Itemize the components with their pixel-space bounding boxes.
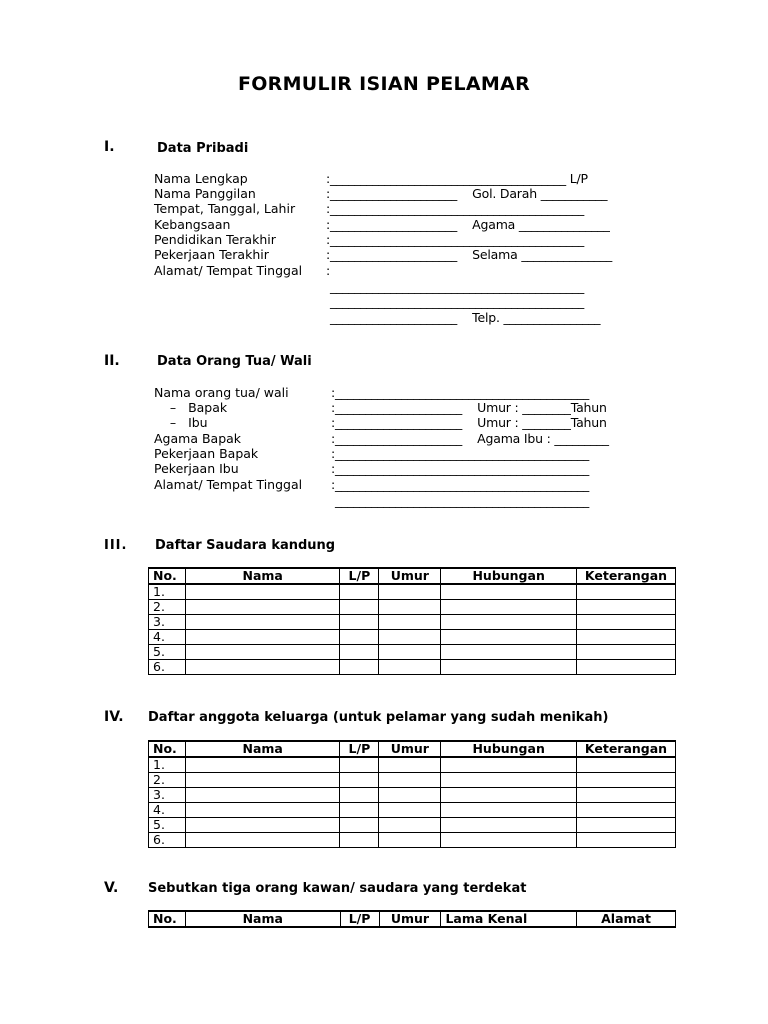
- table-header-row: [149, 911, 676, 927]
- phone-line[interactable]: _____________________ Telp. ________________: [330, 310, 601, 325]
- column-header: Hubungan: [441, 568, 577, 584]
- field-line[interactable]: :__________________________________________: [326, 232, 585, 247]
- table-cell[interactable]: [577, 600, 676, 615]
- table-row: [149, 818, 676, 833]
- column-header: Hubungan: [441, 741, 577, 757]
- table-cell[interactable]: [340, 660, 379, 675]
- table-cell[interactable]: [185, 803, 339, 818]
- section-4-number: IV.: [104, 709, 124, 725]
- field-label: Nama orang tua/ wali: [154, 385, 289, 400]
- field-label: – Bapak: [154, 400, 228, 415]
- field-line[interactable]: :_____________________ Agama _______________: [326, 217, 610, 232]
- table-cell[interactable]: [185, 833, 339, 848]
- section-2-heading: Data Orang Tua/ Wali: [157, 354, 312, 369]
- field-line[interactable]: :__________________________________________: [326, 201, 585, 216]
- field-line[interactable]: :_____________________ Agama Ibu : _________: [331, 431, 609, 446]
- table-cell[interactable]: [577, 833, 676, 848]
- field-label: Kebangsaan: [154, 217, 231, 232]
- column-header: Alamat: [577, 911, 676, 927]
- table-cell[interactable]: [185, 788, 339, 803]
- table-cell[interactable]: [185, 600, 339, 615]
- table-cell[interactable]: [441, 773, 577, 788]
- field-line[interactable]: :_____________________ Umur : ________Tahun: [331, 415, 607, 430]
- table-cell[interactable]: [340, 630, 379, 645]
- row-number: 5.: [149, 645, 186, 660]
- table-row: [149, 833, 676, 848]
- column-header: Nama: [185, 568, 339, 584]
- family-table: [148, 740, 676, 848]
- column-header: Umur: [379, 568, 441, 584]
- column-header: Nama: [185, 911, 340, 927]
- table-cell[interactable]: [340, 803, 379, 818]
- table-cell[interactable]: [340, 615, 379, 630]
- table-cell[interactable]: [441, 803, 577, 818]
- table-row: [149, 773, 676, 788]
- column-header: No.: [149, 568, 186, 584]
- column-header: Keterangan: [577, 568, 676, 584]
- table-cell[interactable]: [379, 803, 441, 818]
- address-line[interactable]: __________________________________________: [330, 279, 585, 294]
- table-row: [149, 660, 676, 675]
- table-row: [149, 600, 676, 615]
- table-cell[interactable]: [185, 645, 339, 660]
- column-header: Lama Kenal: [441, 911, 577, 927]
- address-line[interactable]: __________________________________________: [330, 294, 585, 309]
- column-header: No.: [149, 911, 186, 927]
- table-row: [149, 788, 676, 803]
- table-cell[interactable]: [340, 645, 379, 660]
- section-2-number: II.: [104, 353, 120, 369]
- table-cell[interactable]: [185, 818, 339, 833]
- table-cell[interactable]: [340, 818, 379, 833]
- table-cell[interactable]: [577, 584, 676, 600]
- column-header: No.: [149, 741, 186, 757]
- section-4-heading: Daftar anggota keluarga (untuk pelamar yang sudah menikah): [148, 710, 609, 725]
- field-label: Tempat, Tanggal, Lahir: [154, 201, 296, 216]
- field-label: Agama Bapak: [154, 431, 242, 446]
- field-line[interactable]: :__________________________________________: [331, 477, 590, 492]
- table-cell[interactable]: [185, 773, 339, 788]
- field-label: Pekerjaan Bapak: [154, 446, 259, 461]
- table-cell[interactable]: [185, 615, 339, 630]
- table-cell[interactable]: [379, 788, 441, 803]
- table-cell[interactable]: [577, 615, 676, 630]
- table-header-row: [149, 741, 676, 757]
- row-number: 1.: [149, 757, 186, 773]
- table-cell[interactable]: [441, 630, 577, 645]
- table-cell[interactable]: [379, 818, 441, 833]
- table-cell[interactable]: [441, 788, 577, 803]
- siblings-table: [148, 567, 676, 675]
- table-cell[interactable]: [379, 660, 441, 675]
- table-cell[interactable]: [185, 660, 339, 675]
- field-label: Alamat/ Tempat Tinggal: [154, 477, 303, 492]
- section-1-number: I.: [104, 139, 115, 155]
- friends-table: [148, 910, 676, 928]
- table-cell[interactable]: [340, 773, 379, 788]
- table-cell[interactable]: [379, 757, 441, 773]
- field-label: Nama Panggilan: [154, 186, 256, 201]
- field-line[interactable]: :_______________________________________ L/P: [326, 171, 588, 186]
- table-cell[interactable]: [441, 584, 577, 600]
- column-header: Nama: [185, 741, 339, 757]
- row-number: 5.: [149, 818, 186, 833]
- section-3-heading: Daftar Saudara kandung: [155, 538, 336, 553]
- table-cell[interactable]: [379, 833, 441, 848]
- table-cell[interactable]: [577, 645, 676, 660]
- table-row: [149, 615, 676, 630]
- field-line[interactable]: :_____________________ Gol. Darah ___________: [326, 186, 608, 201]
- table-cell[interactable]: [379, 584, 441, 600]
- row-number: 4.: [149, 630, 186, 645]
- row-number: 2.: [149, 600, 186, 615]
- table-cell[interactable]: [441, 615, 577, 630]
- table-cell[interactable]: [340, 757, 379, 773]
- column-header: Umur: [379, 911, 441, 927]
- field-label: Pekerjaan Terakhir: [154, 247, 269, 262]
- field-label: Nama Lengkap: [154, 171, 248, 186]
- table-cell[interactable]: [379, 773, 441, 788]
- table-cell[interactable]: [441, 833, 577, 848]
- field-line[interactable]: :__________________________________________: [331, 446, 590, 461]
- column-header: L/P: [340, 568, 379, 584]
- row-number: 6.: [149, 833, 186, 848]
- field-line[interactable]: :_____________________ Selama _______________: [326, 247, 613, 262]
- table-cell[interactable]: [340, 833, 379, 848]
- table-cell[interactable]: [577, 773, 676, 788]
- table-cell[interactable]: [340, 788, 379, 803]
- column-header: Keterangan: [577, 741, 676, 757]
- section-5-heading: Sebutkan tiga orang kawan/ saudara yang terdekat: [148, 881, 527, 896]
- field-label: Pekerjaan Ibu: [154, 461, 239, 476]
- column-header: Umur: [379, 741, 441, 757]
- table-row: [149, 584, 676, 600]
- row-number: 3.: [149, 615, 186, 630]
- table-cell[interactable]: [441, 660, 577, 675]
- section-1-heading: Data Pribadi: [157, 141, 249, 156]
- address-line[interactable]: __________________________________________: [335, 493, 590, 508]
- table-cell[interactable]: [441, 600, 577, 615]
- table-header-row: [149, 568, 676, 584]
- table-cell[interactable]: [577, 660, 676, 675]
- table-cell[interactable]: [577, 803, 676, 818]
- table-cell[interactable]: [185, 630, 339, 645]
- field-label: Pendidikan Terakhir: [154, 232, 276, 247]
- table-cell[interactable]: [441, 818, 577, 833]
- table-cell[interactable]: [379, 615, 441, 630]
- table-cell[interactable]: [379, 630, 441, 645]
- table-cell[interactable]: [577, 818, 676, 833]
- column-header: L/P: [340, 741, 379, 757]
- table-row: [149, 630, 676, 645]
- table-cell[interactable]: [379, 645, 441, 660]
- table-cell[interactable]: [185, 757, 339, 773]
- table-cell[interactable]: [577, 757, 676, 773]
- field-line[interactable]: :_____________________ Umur : ________Tahun: [331, 400, 607, 415]
- row-number: 2.: [149, 773, 186, 788]
- table-cell[interactable]: [441, 757, 577, 773]
- table-cell[interactable]: [340, 584, 379, 600]
- column-header: L/P: [340, 911, 379, 927]
- table-cell[interactable]: [340, 600, 379, 615]
- table-cell[interactable]: [577, 788, 676, 803]
- row-number: 3.: [149, 788, 186, 803]
- field-line: :: [326, 263, 331, 278]
- form-title: FORMULIR ISIAN PELAMAR: [237, 73, 531, 95]
- row-number: 6.: [149, 660, 186, 675]
- row-number: 1.: [149, 584, 186, 600]
- field-label: – Ibu: [154, 415, 208, 430]
- table-row: [149, 757, 676, 773]
- row-number: 4.: [149, 803, 186, 818]
- section-3-number: III.: [104, 538, 128, 553]
- table-cell[interactable]: [577, 630, 676, 645]
- field-line[interactable]: :__________________________________________: [331, 385, 590, 400]
- field-label: Alamat/ Tempat Tinggal: [154, 263, 303, 278]
- section-5-number: V.: [104, 880, 119, 896]
- field-line[interactable]: :__________________________________________: [331, 461, 590, 476]
- table-cell[interactable]: [379, 600, 441, 615]
- table-row: [149, 803, 676, 818]
- table-row: [149, 645, 676, 660]
- table-cell[interactable]: [441, 645, 577, 660]
- table-cell[interactable]: [185, 584, 339, 600]
